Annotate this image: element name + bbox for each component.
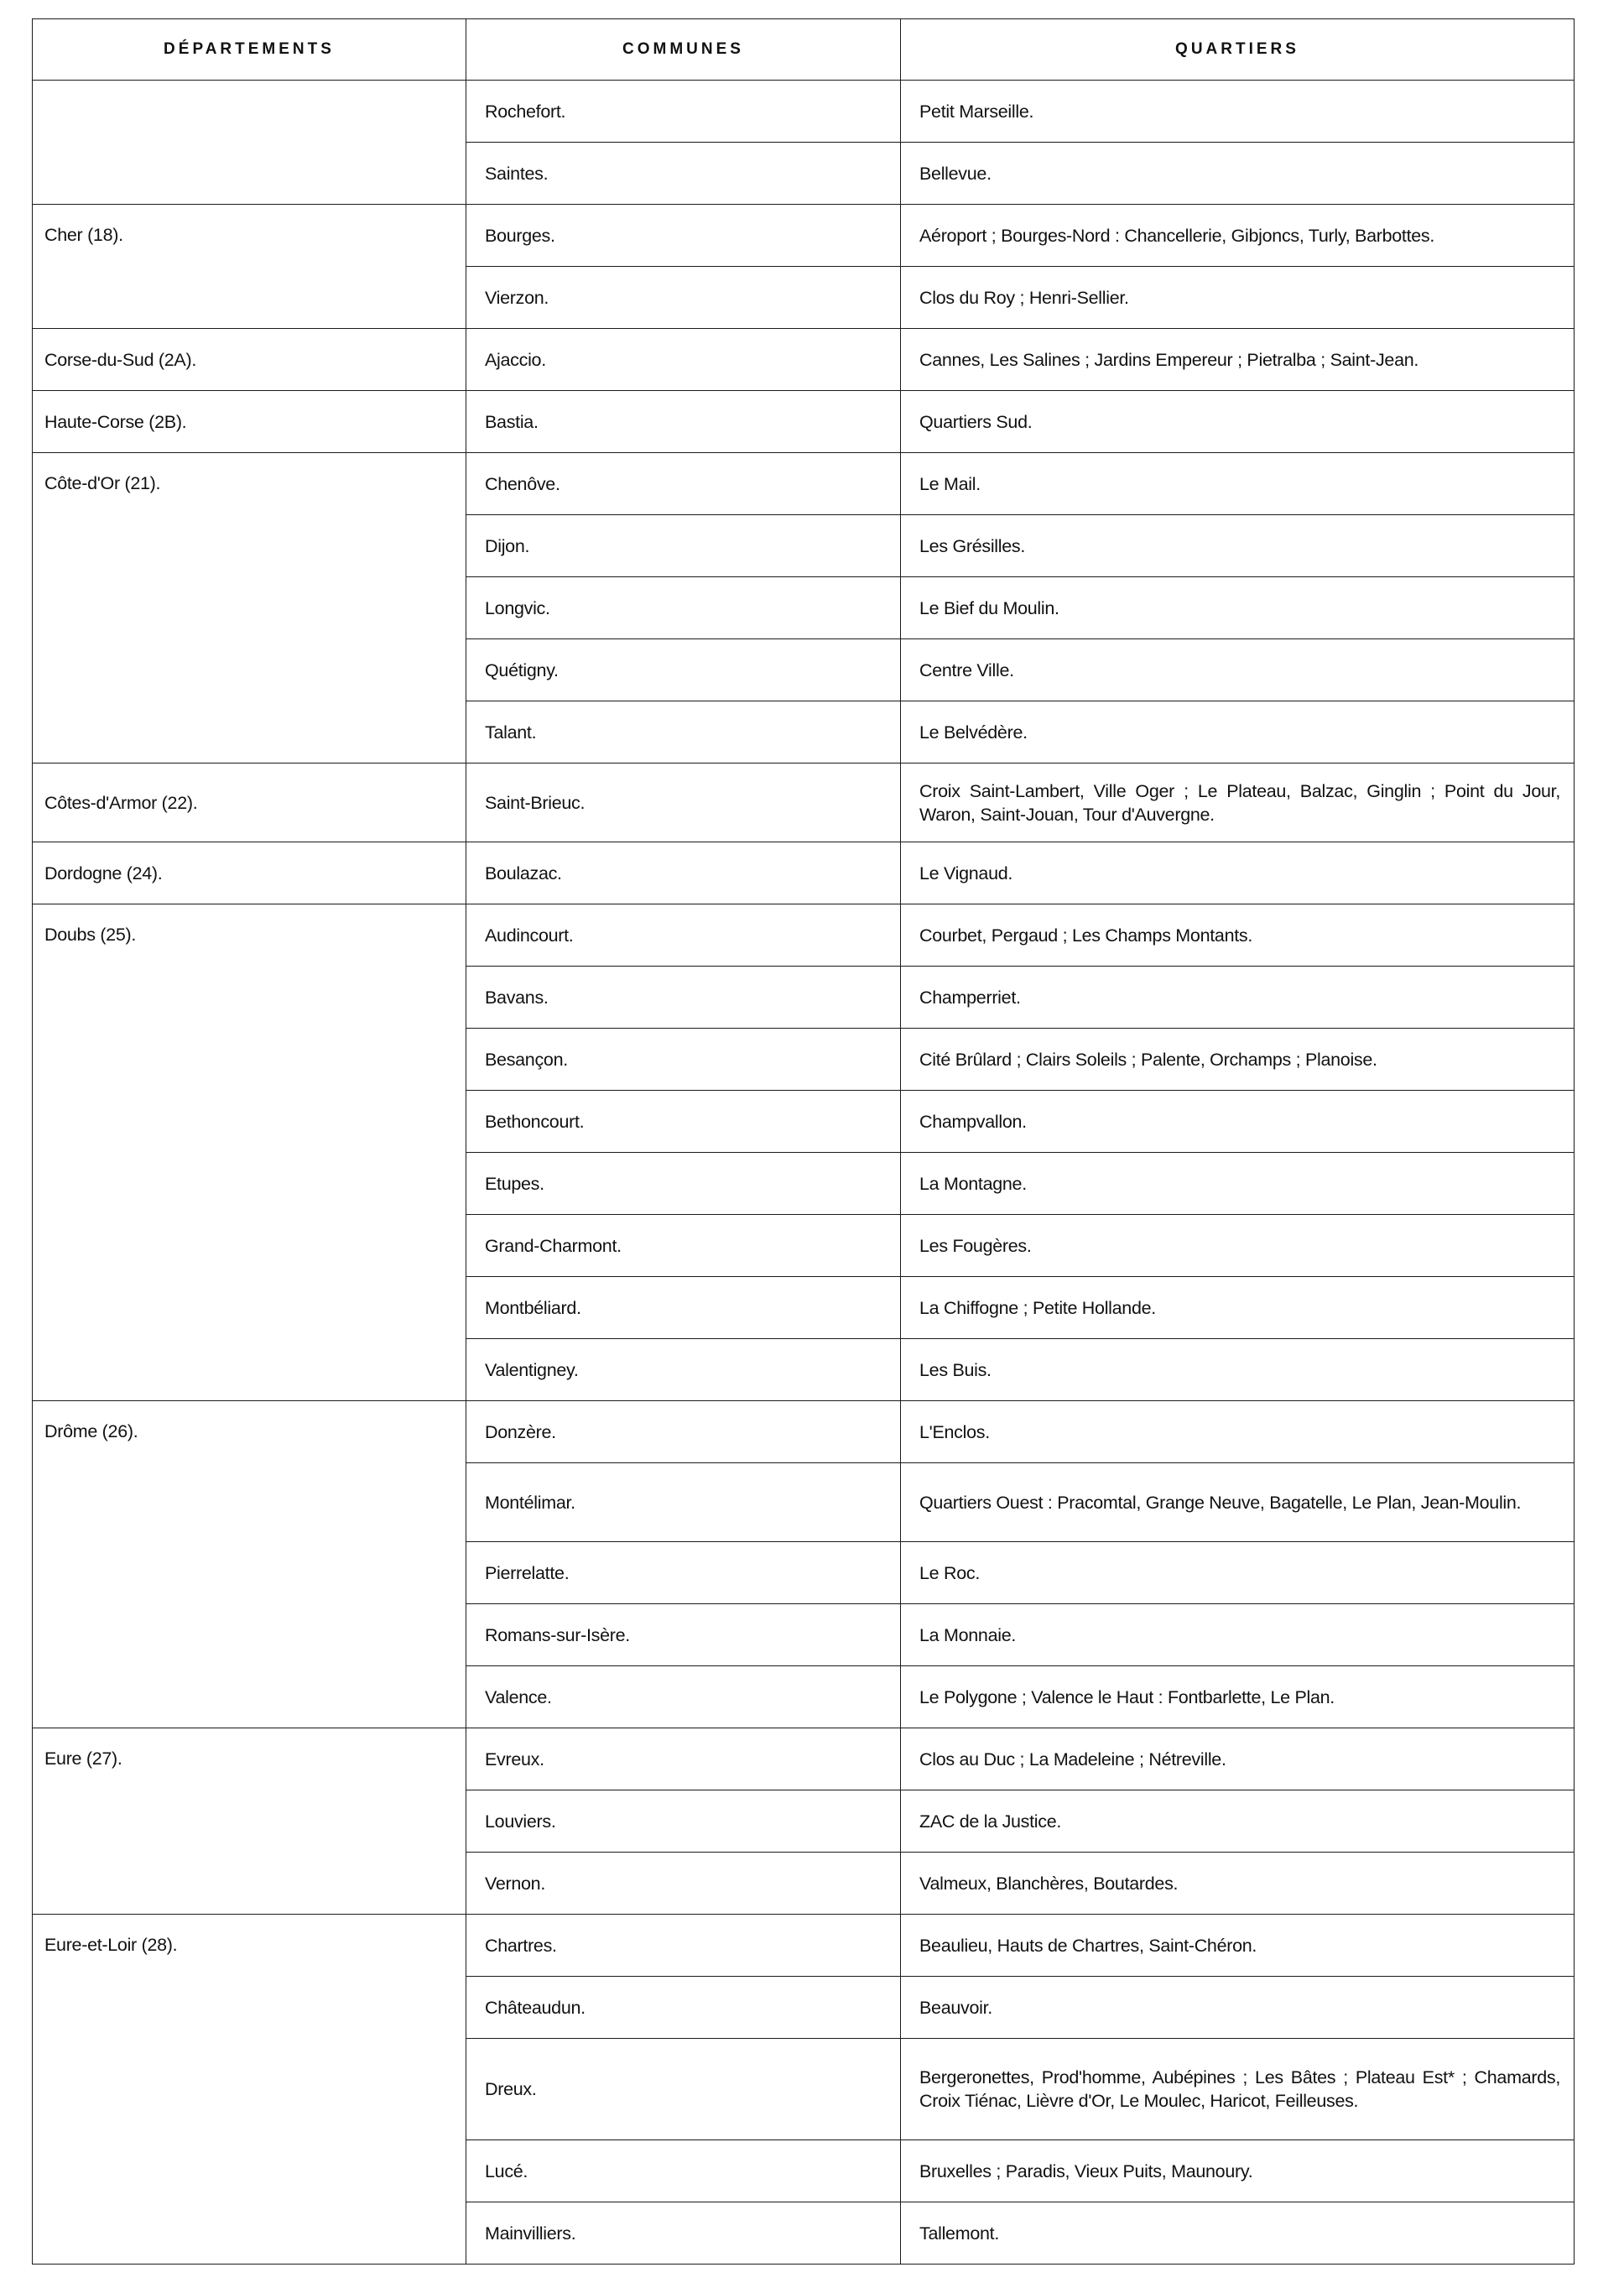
commune-cell: Lucé. — [466, 2140, 901, 2202]
quartiers-cell: Champerriet. — [901, 967, 1575, 1029]
quartiers-cell: Le Belvédère. — [901, 701, 1575, 764]
quartiers-cell: Le Bief du Moulin. — [901, 577, 1575, 639]
commune-cell: Vierzon. — [466, 267, 901, 329]
table-row — [33, 1401, 1575, 1463]
quartiers-cell: Bellevue. — [901, 143, 1575, 205]
commune-cell: Vernon. — [466, 1853, 901, 1915]
quartiers-cell: Le Vignaud. — [901, 842, 1575, 904]
commune-cell: Mainvilliers. — [466, 2202, 901, 2265]
commune-cell: Bastia. — [466, 391, 901, 453]
quartiers-cell: Les Buis. — [901, 1339, 1575, 1401]
quartiers-cell: Clos du Roy ; Henri-Sellier. — [901, 267, 1575, 329]
quartiers-cell: Courbet, Pergaud ; Les Champs Montants. — [901, 904, 1575, 967]
commune-cell: Grand-Charmont. — [466, 1215, 901, 1277]
department-cell: Haute-Corse (2B). — [33, 391, 466, 453]
commune-cell: Romans-sur-Isère. — [466, 1604, 901, 1666]
quartiers-cell: Le Polygone ; Valence le Haut : Fontbarlette, Le Plan. — [901, 1666, 1575, 1728]
department-cell — [33, 81, 466, 205]
quartiers-cell: Petit Marseille. — [901, 81, 1575, 143]
commune-cell: Chenôve. — [466, 453, 901, 515]
quartiers-cell: Tallemont. — [901, 2202, 1575, 2265]
quartiers-cell: Quartiers Ouest : Pracomtal, Grange Neuve, Bagatelle, Le Plan, Jean-Moulin. — [901, 1463, 1575, 1542]
commune-cell: Chartres. — [466, 1915, 901, 1977]
quartiers-cell: Beaulieu, Hauts de Chartres, Saint-Chéron. — [901, 1915, 1575, 1977]
quartiers-cell: Beauvoir. — [901, 1977, 1575, 2039]
commune-cell: Boulazac. — [466, 842, 901, 904]
department-cell: Drôme (26). — [33, 1401, 466, 1728]
table-row — [33, 764, 1575, 842]
commune-cell: Saintes. — [466, 143, 901, 205]
quartiers-cell: Le Mail. — [901, 453, 1575, 515]
department-cell: Eure (27). — [33, 1728, 466, 1915]
quartiers-cell: Le Roc. — [901, 1542, 1575, 1604]
commune-cell: Bourges. — [466, 205, 901, 267]
quartiers-cell: Croix Saint-Lambert, Ville Oger ; Le Plateau, Balzac, Ginglin ; Point du Jour, Waron, Saint-Jouan, Tour d'Auvergne. — [901, 764, 1575, 842]
header-quartiers: QUARTIERS — [901, 19, 1575, 81]
header-communes: COMMUNES — [466, 19, 901, 81]
quartiers-cell: Cannes, Les Salines ; Jardins Empereur ; Pietralba ; Saint-Jean. — [901, 329, 1575, 391]
quartiers-table — [32, 18, 1575, 2265]
commune-cell: Donzère. — [466, 1401, 901, 1463]
commune-cell: Valence. — [466, 1666, 901, 1728]
quartiers-cell: Aéroport ; Bourges-Nord : Chancellerie, Gibjoncs, Turly, Barbottes. — [901, 205, 1575, 267]
commune-cell: Bethoncourt. — [466, 1091, 901, 1153]
quartiers-cell: L'Enclos. — [901, 1401, 1575, 1463]
commune-cell: Evreux. — [466, 1728, 901, 1790]
commune-cell: Besançon. — [466, 1029, 901, 1091]
quartiers-cell: Valmeux, Blanchères, Boutardes. — [901, 1853, 1575, 1915]
quartiers-cell: ZAC de la Justice. — [901, 1790, 1575, 1853]
table-row — [33, 391, 1575, 453]
department-cell: Corse-du-Sud (2A). — [33, 329, 466, 391]
commune-cell: Talant. — [466, 701, 901, 764]
quartiers-cell: Les Fougères. — [901, 1215, 1575, 1277]
quartiers-cell: Bruxelles ; Paradis, Vieux Puits, Maunoury. — [901, 2140, 1575, 2202]
commune-cell: Saint-Brieuc. — [466, 764, 901, 842]
commune-cell: Bavans. — [466, 967, 901, 1029]
commune-cell: Pierrelatte. — [466, 1542, 901, 1604]
table-row — [33, 842, 1575, 904]
quartiers-cell: Les Grésilles. — [901, 515, 1575, 577]
quartiers-cell: Clos au Duc ; La Madeleine ; Nétreville. — [901, 1728, 1575, 1790]
department-cell: Eure-et-Loir (28). — [33, 1915, 466, 2265]
table-row — [33, 453, 1575, 515]
department-cell: Cher (18). — [33, 205, 466, 329]
table-row — [33, 904, 1575, 967]
quartiers-cell: Centre Ville. — [901, 639, 1575, 701]
commune-cell: Louviers. — [466, 1790, 901, 1853]
commune-cell: Montélimar. — [466, 1463, 901, 1542]
commune-cell: Montbéliard. — [466, 1277, 901, 1339]
commune-cell: Etupes. — [466, 1153, 901, 1215]
quartiers-cell: Cité Brûlard ; Clairs Soleils ; Palente, Orchamps ; Planoise. — [901, 1029, 1575, 1091]
quartiers-cell: La Chiffogne ; Petite Hollande. — [901, 1277, 1575, 1339]
department-cell: Dordogne (24). — [33, 842, 466, 904]
department-cell: Doubs (25). — [33, 904, 466, 1401]
quartiers-cell: La Montagne. — [901, 1153, 1575, 1215]
commune-cell: Valentigney. — [466, 1339, 901, 1401]
quartiers-cell: Champvallon. — [901, 1091, 1575, 1153]
table-row — [33, 205, 1575, 267]
commune-cell: Longvic. — [466, 577, 901, 639]
quartiers-cell: Bergeronettes, Prod'homme, Aubépines ; Les Bâtes ; Plateau Est* ; Chamards, Croix Tiénac, Lièvre d'Or, Le Moulec, Haricot, Feilleuses. — [901, 2039, 1575, 2140]
department-cell: Côtes-d'Armor (22). — [33, 764, 466, 842]
commune-cell: Rochefort. — [466, 81, 901, 143]
table-row — [33, 329, 1575, 391]
department-cell: Côte-d'Or (21). — [33, 453, 466, 764]
header-departements: DÉPARTEMENTS — [33, 19, 466, 81]
table-row — [33, 1915, 1575, 1977]
document-page — [32, 18, 1574, 2265]
commune-cell: Châteaudun. — [466, 1977, 901, 2039]
table-row — [33, 81, 1575, 143]
quartiers-cell: La Monnaie. — [901, 1604, 1575, 1666]
table-row — [33, 1728, 1575, 1790]
commune-cell: Dreux. — [466, 2039, 901, 2140]
commune-cell: Ajaccio. — [466, 329, 901, 391]
quartiers-cell: Quartiers Sud. — [901, 391, 1575, 453]
commune-cell: Audincourt. — [466, 904, 901, 967]
commune-cell: Quétigny. — [466, 639, 901, 701]
table-header-row — [33, 19, 1575, 81]
commune-cell: Dijon. — [466, 515, 901, 577]
